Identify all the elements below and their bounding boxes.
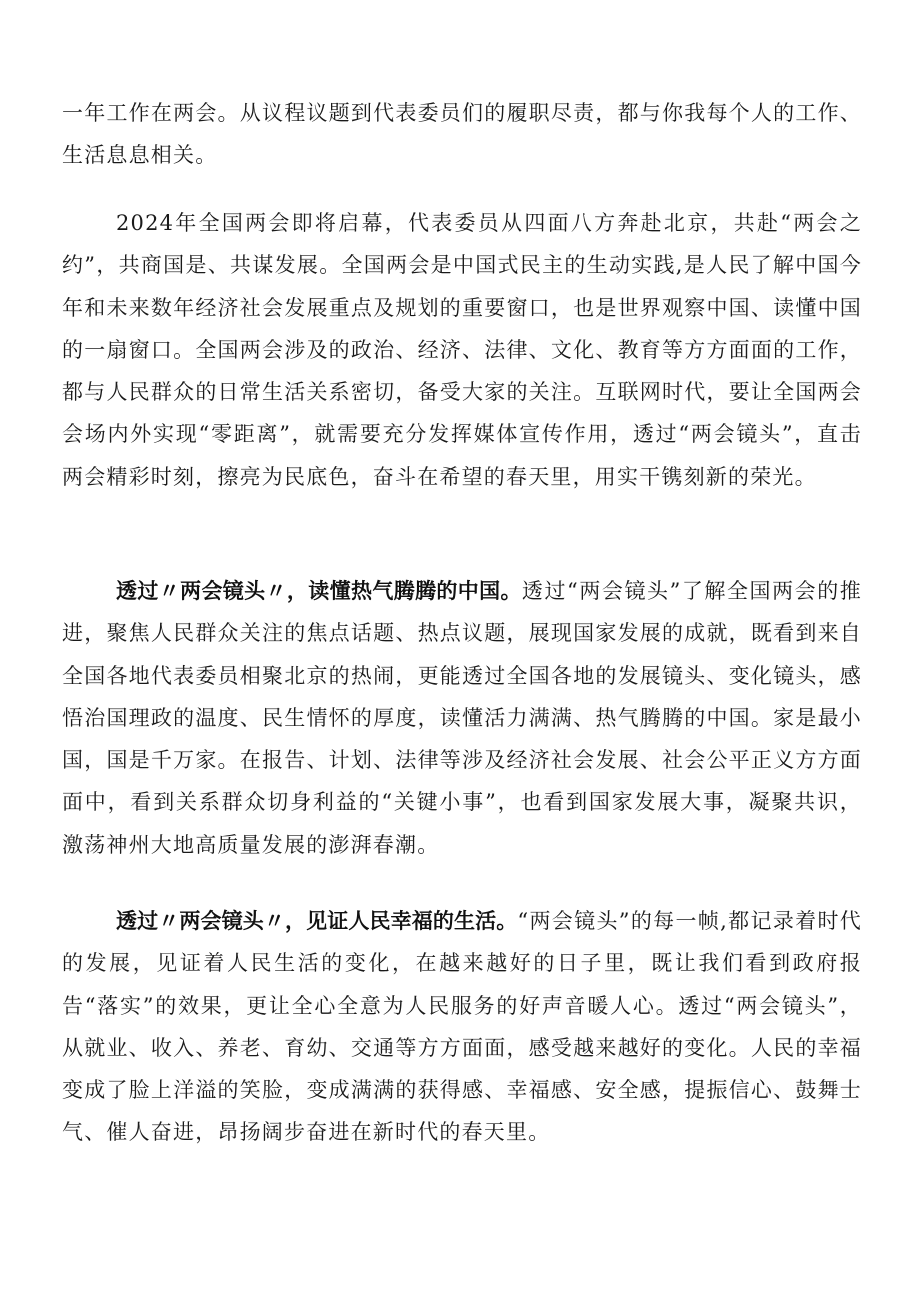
- paragraph-3-text: 透过“两会镜头”了解全国两会的推进，聚焦人民群众关注的焦点话题、热点议题，展现国家发展的成就，既看到来自全国各地代表委员相聚北京的热闹，更能透过全国各地的发展镜头、变化镜头，感悟治国理政的温度、民生情怀的厚度，读懂活力满满、热气腾腾的中国。家是最小国，国是千万家。在报告、计划、法律等涉及经济社会发展、社会公平正义方方面面中，看到关系群众切身利益的“关键小事”，也看到国家发展大事，凝聚共识，激荡神州大地高质量发展的澎湃春潮。: [62, 579, 863, 857]
- paragraph-4-text: “两会镜头”的每一帧,都记录着时代的发展，见证着人民生活的变化，在越来越好的日子里，既让我们看到政府报告“落实”的效果，更让全心全意为人民服务的好声音暖人心。透过“两会镜头”，从就业、收入、养老、育幼、交通等方方面面，感受越来越好的变化。人民的幸福变成了脸上洋溢的笑脸，变成满满的获得感、幸福感、安全感，提振信心、鼓舞士气、催人奋进，昂扬阔步奋进在新时代的春天里。: [62, 909, 863, 1145]
- paragraph-2: [62, 202, 862, 498]
- paragraph-2-text: 2024年全国两会即将启幕，代表委员从四面八方奔赴北京，共赴“两会之约”，共商国是、共谋发展。全国两会是中国式民主的生动实践,是人民了解中国今年和未来数年经济社会发展重点及规划的重要窗口，也是世界观察中国、读懂中国的一扇窗口。全国两会涉及的政治、经济、法律、文化、教育等方方面面的工作，都与人民群众的日常生活关系密切，备受大家的关注。互联网时代，要让全国两会会场内外实现“零距离”，就需要充分发挥媒体宣传作用，透过“两会镜头”，直击两会精彩时刻，擦亮为民底色，奋斗在希望的春天里，用实干镌刻新的荣光。: [62, 211, 862, 489]
- paragraph-4: [62, 900, 862, 1154]
- paragraph-4-heading: 透过〃两会镜头〃，见证人民幸福的生活。: [116, 909, 518, 933]
- paragraph-3-heading: 透过〃两会镜头〃，读懂热气腾腾的中国。: [116, 579, 522, 603]
- paragraph-1-text: 一年工作在两会。从议程议题到代表委员们的履职尽责，都与你我每个人的工作、生活息息相关。: [62, 101, 862, 168]
- paragraph-3: [62, 570, 862, 866]
- paragraph-1: [62, 92, 862, 177]
